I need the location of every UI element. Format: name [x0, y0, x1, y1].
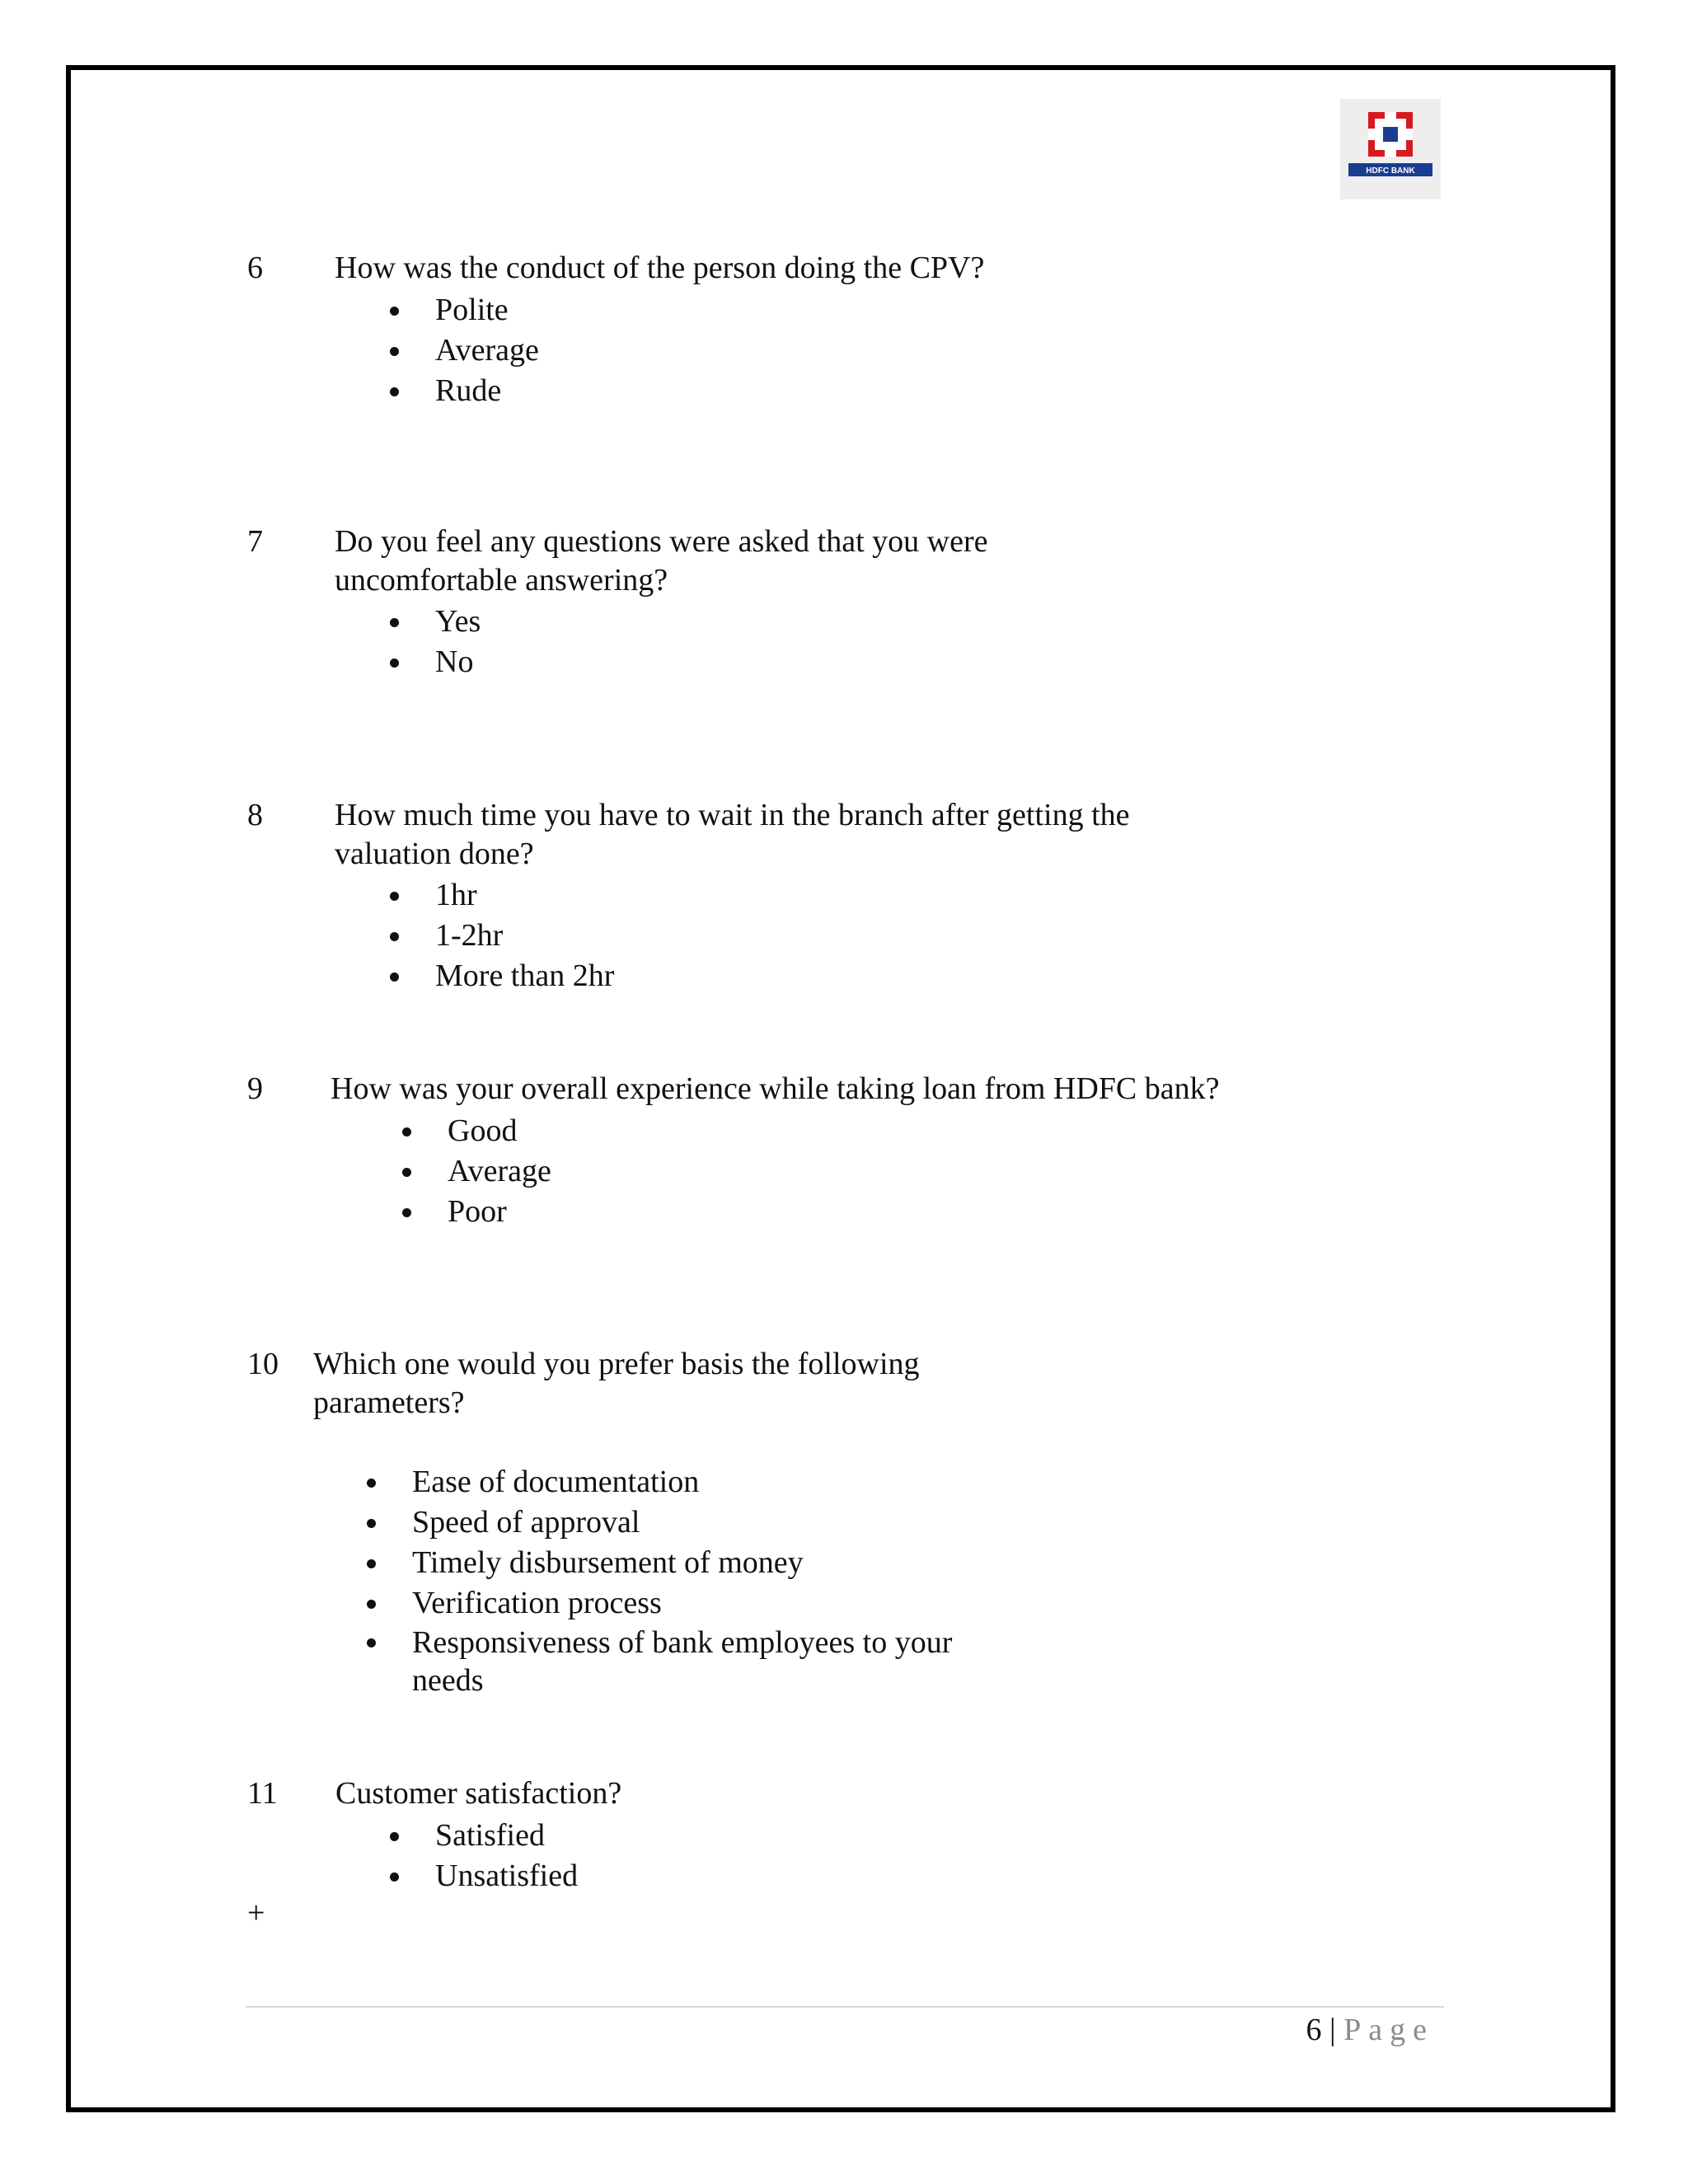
option-list — [435, 602, 481, 682]
question-number: 6 — [247, 251, 263, 285]
question-number: 10 — [247, 1347, 279, 1381]
question-text: How much time you have to wait in the branch after getting the — [335, 798, 1130, 832]
option-list — [435, 290, 539, 411]
hdfc-logo-icon — [1340, 99, 1441, 199]
list-item: 1hr — [435, 875, 614, 916]
stray-plus-mark: + — [247, 1896, 265, 1930]
list-item: Responsiveness of bank employees to your needs — [412, 1624, 1006, 1699]
list-item: Poor — [448, 1192, 551, 1232]
list-item: Good — [448, 1111, 551, 1151]
question-text: Which one would you prefer basis the following — [313, 1347, 920, 1381]
question-number: 7 — [247, 524, 263, 559]
list-item: Average — [435, 330, 539, 371]
option-list — [412, 1462, 1006, 1699]
option-list — [435, 875, 614, 996]
list-item: More than 2hr — [435, 956, 614, 996]
list-item: Speed of approval — [412, 1502, 1006, 1543]
question-text-continued: parameters? — [313, 1385, 465, 1420]
question-text-continued: valuation done? — [335, 837, 534, 871]
page-number: 6 — [1306, 2013, 1322, 2047]
page-label: Page — [1343, 2013, 1434, 2047]
question-text-continued: uncomfortable answering? — [335, 563, 668, 598]
list-item: No — [435, 642, 481, 682]
question-number: 9 — [247, 1071, 263, 1106]
list-item: Polite — [435, 290, 539, 330]
list-item: Average — [448, 1151, 551, 1192]
svg-text:HDFC BANK: HDFC BANK — [1366, 166, 1415, 176]
footer-separator: | — [1329, 2013, 1336, 2047]
list-item: Yes — [435, 602, 481, 642]
option-list — [435, 1816, 578, 1896]
option-list — [448, 1111, 551, 1232]
question-text: How was your overall experience while taking loan from HDFC bank? — [331, 1071, 1220, 1106]
list-item: Satisfied — [435, 1816, 578, 1856]
footer-divider — [246, 2006, 1444, 2008]
hdfc-bank-logo — [1340, 99, 1441, 199]
list-item: Unsatisfied — [435, 1856, 578, 1896]
list-item: Ease of documentation — [412, 1462, 1006, 1502]
question-number: 11 — [247, 1776, 278, 1811]
list-item: Rude — [435, 371, 539, 411]
list-item: Timely disbursement of money — [412, 1543, 1006, 1583]
question-text: Customer satisfaction? — [335, 1776, 622, 1811]
list-item: 1-2hr — [435, 916, 614, 956]
question-number: 8 — [247, 798, 263, 832]
list-item: Verification process — [412, 1583, 1006, 1624]
question-text: How was the conduct of the person doing the CPV? — [335, 251, 985, 285]
question-text: Do you feel any questions were asked that you were — [335, 524, 988, 559]
page-footer — [1306, 2011, 1434, 2050]
